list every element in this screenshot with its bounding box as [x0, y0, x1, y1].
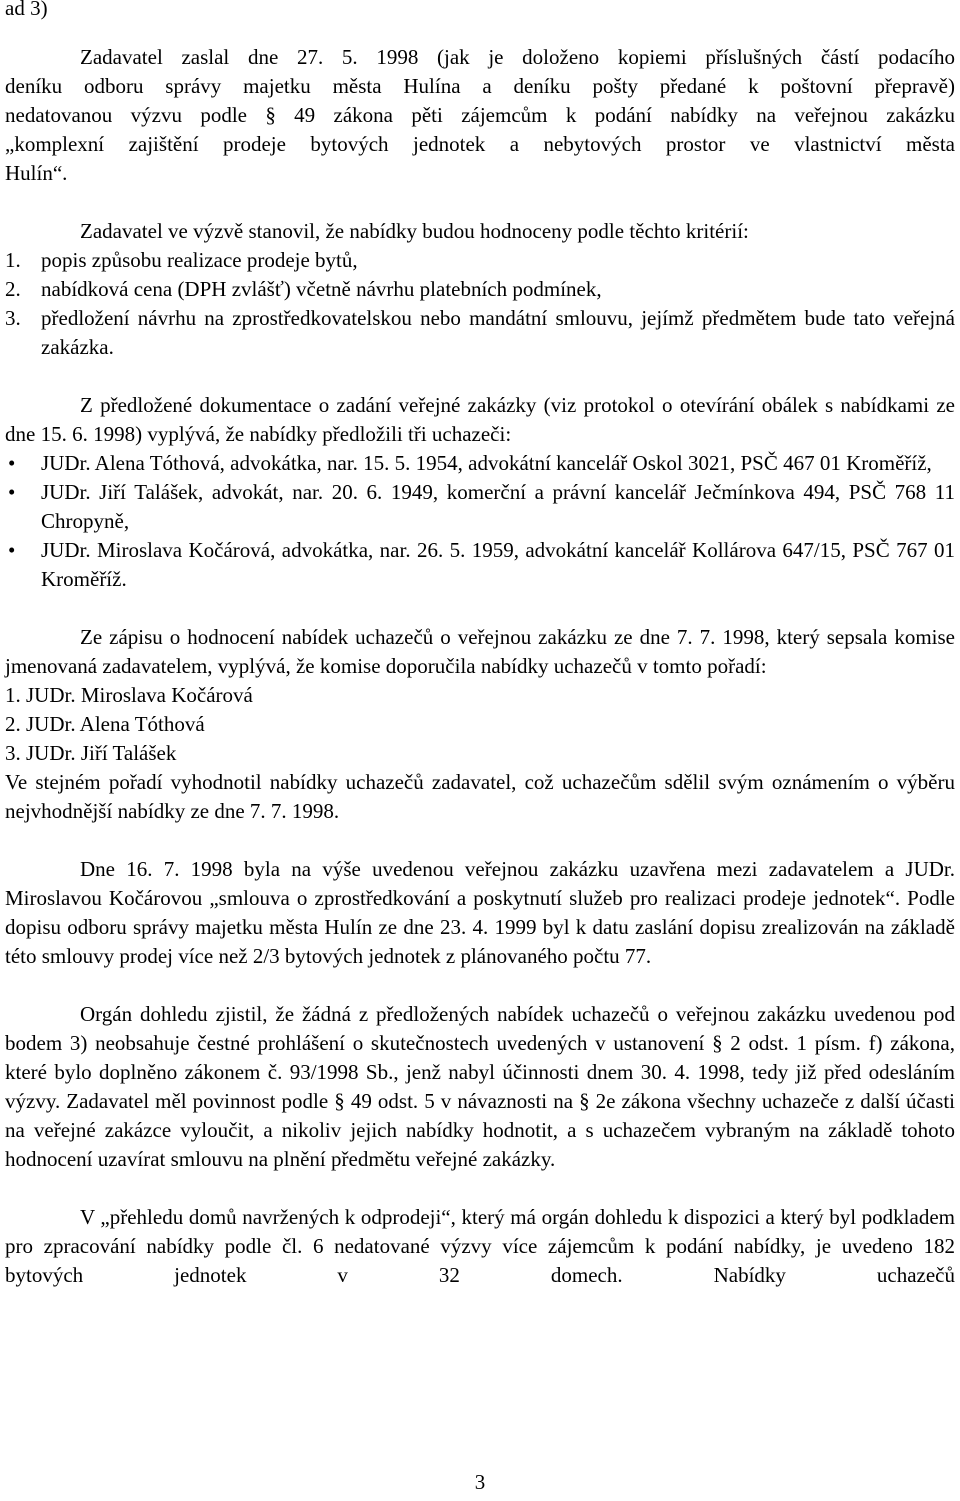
page-number: 3 — [474, 1470, 486, 1494]
contract-paragraph: Dne 16. 7. 1998 byla na výše uvedenou veřejnou zakázku uzavřena mezi zadavatelem a JUDr. Miroslavou Kočárovou „smlouva o zprostředkování a poskytnutí služeb pro realizaci prodeje jednotek“. Podle dopisu odboru správy majetku města Hulín ze dne 23. 4. 1999 byl k datu zaslání dopisu zrealizován na základě této smlouvy prodej více než 2/3 bytových jednotek z plánovaného počtu 77. — [5, 857, 955, 968]
ranking-item — [5, 710, 955, 739]
item-text: JUDr. Miroslava Kočárová — [26, 683, 253, 707]
bullet-icon: • — [8, 480, 16, 504]
paragraph-line: „komplexní zajištění prodeje bytových jednotek a nebytových prostor ve vlastnictví města — [5, 132, 955, 156]
item-text: předložení návrhu na zprostředkovatelskou nebo mandátní smlouvu, jejímž předmětem bude tato veřejná zakázka. — [41, 306, 955, 359]
criteria-item — [5, 246, 955, 275]
bidder-item — [5, 449, 955, 478]
bullet-icon: • — [8, 538, 16, 562]
bidder-item — [5, 536, 955, 594]
item-text: JUDr. Jiří Talášek — [26, 741, 177, 765]
document-page — [5, 0, 955, 1290]
criteria-item — [5, 304, 955, 362]
item-number: 2. — [5, 712, 21, 736]
criteria-item — [5, 275, 955, 304]
bullet-icon: • — [8, 451, 16, 475]
paragraph-line: deníku odboru správy majetku města Hulína a deníku pošty předané k poštovní přepravě) — [5, 74, 955, 98]
finding-paragraph: Orgán dohledu zjistil, že žádná z předložených nabídek uchazečů o veřejnou zakázku uvedenou pod bodem 3) neobsahuje čestné prohlášení o skutečnostech uvedených v ustanovení § 2 odst. 1 písm. f) zákona, které bylo doplněno zákonem č. 93/1998 Sb., jenž nabyl účinnosti dnem 30. 4. 1998, tedy již před odesláním výzvy. Zadavatel měl povinnost podle § 49 odst. 5 v návaznosti na § 2e zákona všechny uchazeče z další účasti na veřejné zakázce vyloučit, a nikoliv jejich nabídky hodnotit, a s uchazečem vybraným na základě tohoto hodnocení uzavírat smlouvu na plnění předmětu veřejné zakázky. — [5, 1002, 955, 1171]
bidder-text: JUDr. Jiří Talášek, advokát, nar. 20. 6. 1949, komerční a právní kancelář Ječmínkova 494, PSČ 768 11 Chropyně, — [41, 480, 955, 533]
paragraph-line: Zadavatel zaslal dne 27. 5. 1998 (jak je doloženo kopiemi příslušných částí podacího — [80, 45, 955, 69]
ranking-item — [5, 681, 955, 710]
invitation-paragraph — [5, 43, 955, 188]
paragraph-line: nedatovanou výzvu podle § 49 zákona pěti zájemcům k podání nabídky na veřejnou zakázku — [5, 103, 955, 127]
item-text: JUDr. Alena Tóthová — [26, 712, 205, 736]
criteria-intro: Zadavatel ve výzvě stanovil, že nabídky budou hodnoceny podle těchto kritérií: — [80, 219, 749, 243]
section-heading: ad 3) — [5, 0, 48, 20]
bidder-text: JUDr. Miroslava Kočárová, advokátka, nar. 26. 5. 1959, advokátní kancelář Kollárova 647/15, PSČ 767 01 Kroměříž. — [41, 538, 955, 591]
ranking-intro: Ze zápisu o hodnocení nabídek uchazečů o veřejnou zakázku ze dne 7. 7. 1998, který sepsala komise jmenovaná zadavatelem, vyplývá, že komise doporučila nabídky uchazečů v tomto pořadí: — [5, 625, 955, 678]
item-number: 2. — [5, 277, 21, 301]
overview-paragraph: V „přehledu domů navržených k odprodeji“, který má orgán dohledu k dispozici a který byl podkladem pro zpracování nabídky podle čl. 6 nedatované výzvy více zájemcům k podání nabídky, je uvedeno 182 bytových jednotek v 32 domech. Nabídky uchazečů — [5, 1205, 955, 1287]
item-text: nabídková cena (DPH zvlášť) včetně návrhu platebních podmínek, — [41, 277, 602, 301]
bidder-item — [5, 478, 955, 536]
bidders-intro: Z předložené dokumentace o zadání veřejné zakázky (viz protokol o otevírání obálek s nabídkami ze dne 15. 6. 1998) vyplývá, že nabídky předložili tři uchazeči: — [5, 393, 955, 446]
bidder-text: JUDr. Alena Tóthová, advokátka, nar. 15. 5. 1954, advokátní kancelář Oskol 3021, PSČ 467 01 Kroměříž, — [41, 451, 932, 475]
item-number: 3. — [5, 306, 21, 330]
item-number: 1. — [5, 683, 21, 707]
item-number: 3. — [5, 741, 21, 765]
item-number: 1. — [5, 248, 21, 272]
item-text: popis způsobu realizace prodeje bytů, — [41, 248, 358, 272]
ranking-item — [5, 739, 955, 768]
ranking-outro: Ve stejném pořadí vyhodnotil nabídky uchazečů zadavatel, což uchazečům sdělil svým oznámením o výběru nejvhodnější nabídky ze dne 7. 7. 1998. — [5, 770, 955, 823]
paragraph-line: Hulín“. — [5, 161, 68, 185]
